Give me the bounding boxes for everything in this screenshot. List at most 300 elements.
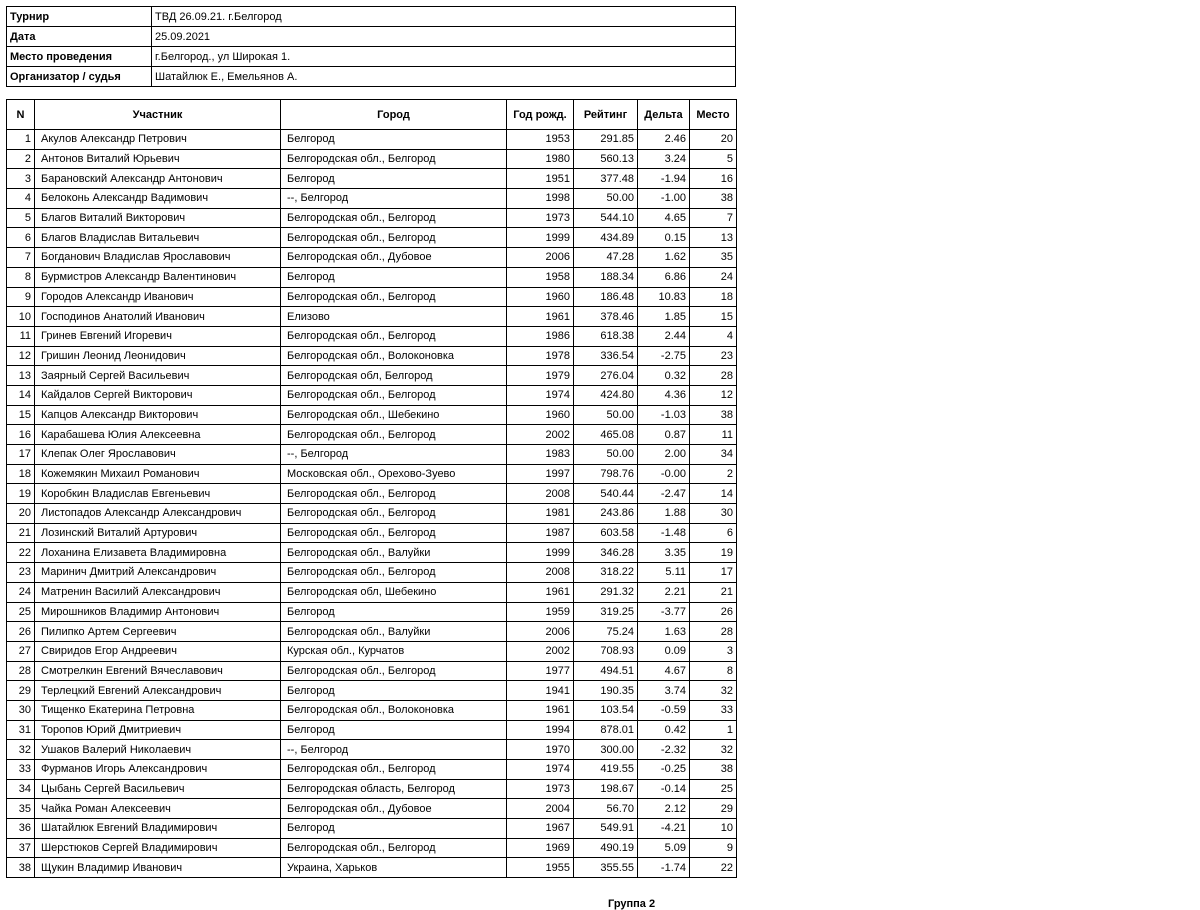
place: 18: [690, 287, 737, 307]
table-row: [7, 484, 737, 504]
table-row: [7, 208, 737, 228]
rating: 47.28: [574, 248, 638, 268]
row-number: 38: [7, 858, 35, 878]
row-number: 8: [7, 267, 35, 287]
city: Белгородская обл., Белгород: [281, 208, 507, 228]
birth-year: 1961: [507, 582, 574, 602]
place: 25: [690, 779, 737, 799]
rating: 50.00: [574, 445, 638, 465]
delta: -1.00: [638, 189, 690, 209]
row-number: 10: [7, 307, 35, 327]
participant-name: Акулов Александр Петрович: [35, 130, 281, 150]
delta: 2.46: [638, 130, 690, 150]
table-row: [7, 267, 737, 287]
place: 16: [690, 169, 737, 189]
place: 6: [690, 523, 737, 543]
city: Белгородская обл., Белгород: [281, 563, 507, 583]
table-row: [7, 563, 737, 583]
delta: 5.09: [638, 838, 690, 858]
place: 14: [690, 484, 737, 504]
rating: 377.48: [574, 169, 638, 189]
table-row: [7, 700, 737, 720]
birth-year: 1986: [507, 326, 574, 346]
rating: 544.10: [574, 208, 638, 228]
city: Белгородская обл., Белгород: [281, 425, 507, 445]
city: --, Белгород: [281, 189, 507, 209]
place: 32: [690, 681, 737, 701]
row-number: 11: [7, 326, 35, 346]
birth-year: 1998: [507, 189, 574, 209]
birth-year: 1958: [507, 267, 574, 287]
group-footer-label: Группа 2: [608, 898, 656, 910]
delta: -0.59: [638, 700, 690, 720]
rating: 198.67: [574, 779, 638, 799]
birth-year: 2008: [507, 563, 574, 583]
participant-name: Барановский Александр Антонович: [35, 169, 281, 189]
table-row: [7, 602, 737, 622]
birth-year: 1961: [507, 307, 574, 327]
place: 20: [690, 130, 737, 150]
participant-name: Заярный Сергей Васильевич: [35, 366, 281, 386]
city: Белгород: [281, 267, 507, 287]
place: 9: [690, 838, 737, 858]
rating: 188.34: [574, 267, 638, 287]
city: Белгородская обл., Белгород: [281, 326, 507, 346]
tournament-info-table: [6, 6, 736, 87]
birth-year: 1999: [507, 543, 574, 563]
table-row: [7, 287, 737, 307]
delta: 0.09: [638, 641, 690, 661]
place: 8: [690, 661, 737, 681]
participant-name: Матренин Василий Александрович: [35, 582, 281, 602]
rating: 424.80: [574, 385, 638, 405]
place: 7: [690, 208, 737, 228]
rating: 708.93: [574, 641, 638, 661]
rating: 50.00: [574, 189, 638, 209]
row-number: 7: [7, 248, 35, 268]
birth-year: 1953: [507, 130, 574, 150]
table-row: [7, 149, 737, 169]
row-number: 4: [7, 189, 35, 209]
place: 34: [690, 445, 737, 465]
row-number: 37: [7, 838, 35, 858]
city: Белгород: [281, 130, 507, 150]
city: Белгородская обл., Дубовое: [281, 799, 507, 819]
col-participant-header: Участник: [35, 100, 281, 130]
row-number: 9: [7, 287, 35, 307]
participant-name: Лозинский Виталий Артурович: [35, 523, 281, 543]
delta: -0.14: [638, 779, 690, 799]
rating: 190.35: [574, 681, 638, 701]
rating: 186.48: [574, 287, 638, 307]
delta: -2.47: [638, 484, 690, 504]
table-row: [7, 189, 737, 209]
participant-name: Торопов Юрий Дмитриевич: [35, 720, 281, 740]
city: Белгородская обл., Волоконовка: [281, 346, 507, 366]
delta: -1.94: [638, 169, 690, 189]
place: 23: [690, 346, 737, 366]
info-key: Место проведения: [7, 47, 152, 67]
birth-year: 1999: [507, 228, 574, 248]
delta: 1.85: [638, 307, 690, 327]
place: 4: [690, 326, 737, 346]
delta: 4.36: [638, 385, 690, 405]
birth-year: 1970: [507, 740, 574, 760]
birth-year: 1969: [507, 838, 574, 858]
row-number: 5: [7, 208, 35, 228]
delta: 1.62: [638, 248, 690, 268]
place: 29: [690, 799, 737, 819]
delta: -4.21: [638, 819, 690, 839]
delta: 0.32: [638, 366, 690, 386]
place: 28: [690, 622, 737, 642]
participants-body: [7, 130, 737, 878]
birth-year: 1955: [507, 858, 574, 878]
city: Белгородская обл., Дубовое: [281, 248, 507, 268]
rating: 291.32: [574, 582, 638, 602]
delta: 1.63: [638, 622, 690, 642]
row-number: 21: [7, 523, 35, 543]
table-row: [7, 641, 737, 661]
birth-year: 2006: [507, 622, 574, 642]
info-row: [7, 47, 736, 67]
birth-year: 2004: [507, 799, 574, 819]
participant-name: Карабашева Юлия Алексеевна: [35, 425, 281, 445]
rating: 603.58: [574, 523, 638, 543]
row-number: 25: [7, 602, 35, 622]
delta: 0.87: [638, 425, 690, 445]
delta: -3.77: [638, 602, 690, 622]
table-row: [7, 760, 737, 780]
table-row: [7, 799, 737, 819]
rating: 346.28: [574, 543, 638, 563]
rating: 318.22: [574, 563, 638, 583]
info-value: 25.09.2021: [152, 27, 736, 47]
birth-year: 1959: [507, 602, 574, 622]
table-row: [7, 543, 737, 563]
place: 12: [690, 385, 737, 405]
rating: 103.54: [574, 700, 638, 720]
rating: 434.89: [574, 228, 638, 248]
birth-year: 2006: [507, 248, 574, 268]
participant-name: Кожемякин Михаил Романович: [35, 464, 281, 484]
row-number: 16: [7, 425, 35, 445]
table-row: [7, 385, 737, 405]
table-row: [7, 720, 737, 740]
row-number: 34: [7, 779, 35, 799]
rating: 378.46: [574, 307, 638, 327]
rating: 50.00: [574, 405, 638, 425]
rating: 276.04: [574, 366, 638, 386]
rating: 560.13: [574, 149, 638, 169]
delta: -1.48: [638, 523, 690, 543]
participant-name: Благов Владислав Витальевич: [35, 228, 281, 248]
place: 13: [690, 228, 737, 248]
city: --, Белгород: [281, 445, 507, 465]
table-row: [7, 523, 737, 543]
participant-name: Мирошников Владимир Антонович: [35, 602, 281, 622]
participants-table: [6, 99, 737, 878]
participant-name: Гринев Евгений Игоревич: [35, 326, 281, 346]
place: 1: [690, 720, 737, 740]
delta: 3.24: [638, 149, 690, 169]
delta: 5.11: [638, 563, 690, 583]
birth-year: 1997: [507, 464, 574, 484]
delta: -2.32: [638, 740, 690, 760]
place: 11: [690, 425, 737, 445]
place: 19: [690, 543, 737, 563]
delta: 3.35: [638, 543, 690, 563]
place: 38: [690, 760, 737, 780]
table-row: [7, 504, 737, 524]
table-row: [7, 366, 737, 386]
city: Белгород: [281, 819, 507, 839]
place: 35: [690, 248, 737, 268]
birth-year: 1994: [507, 720, 574, 740]
table-row: [7, 622, 737, 642]
participant-name: Фурманов Игорь Александрович: [35, 760, 281, 780]
participant-name: Пилипко Артем Сергеевич: [35, 622, 281, 642]
city: Белгородская обл., Белгород: [281, 838, 507, 858]
city: Белгородская обл., Валуйки: [281, 622, 507, 642]
info-row: [7, 27, 736, 47]
delta: 1.88: [638, 504, 690, 524]
city: Белгородская обл., Белгород: [281, 385, 507, 405]
delta: -0.00: [638, 464, 690, 484]
rating: 878.01: [574, 720, 638, 740]
row-number: 12: [7, 346, 35, 366]
participant-name: Бурмистров Александр Валентинович: [35, 267, 281, 287]
rating: 465.08: [574, 425, 638, 445]
city: Московская обл., Орехово-Зуево: [281, 464, 507, 484]
participant-name: Благов Виталий Викторович: [35, 208, 281, 228]
city: Белгородская обл., Белгород: [281, 484, 507, 504]
table-row: [7, 582, 737, 602]
birth-year: 1960: [507, 405, 574, 425]
birth-year: 1987: [507, 523, 574, 543]
table-row: [7, 248, 737, 268]
participant-name: Гришин Леонид Леонидович: [35, 346, 281, 366]
tournament-info-body: [7, 7, 736, 87]
birth-year: 1978: [507, 346, 574, 366]
delta: 0.15: [638, 228, 690, 248]
birth-year: 1961: [507, 700, 574, 720]
row-number: 6: [7, 228, 35, 248]
place: 33: [690, 700, 737, 720]
delta: 3.74: [638, 681, 690, 701]
rating: 243.86: [574, 504, 638, 524]
rating: 355.55: [574, 858, 638, 878]
place: 38: [690, 405, 737, 425]
row-number: 23: [7, 563, 35, 583]
table-row: [7, 228, 737, 248]
birth-year: 1974: [507, 385, 574, 405]
info-value: г.Белгород., ул Широкая 1.: [152, 47, 736, 67]
delta: 2.00: [638, 445, 690, 465]
info-row: [7, 67, 736, 87]
participant-name: Коробкин Владислав Евгеньевич: [35, 484, 281, 504]
city: Белгород: [281, 720, 507, 740]
participant-name: Городов Александр Иванович: [35, 287, 281, 307]
city: Белгород: [281, 169, 507, 189]
birth-year: 1951: [507, 169, 574, 189]
participant-name: Смотрелкин Евгений Вячеславович: [35, 661, 281, 681]
row-number: 32: [7, 740, 35, 760]
delta: -2.75: [638, 346, 690, 366]
place: 15: [690, 307, 737, 327]
delta: 4.67: [638, 661, 690, 681]
info-key: Организатор / судья: [7, 67, 152, 87]
table-row: [7, 740, 737, 760]
rating: 618.38: [574, 326, 638, 346]
info-value: Шатайлюк Е., Емельянов А.: [152, 67, 736, 87]
participant-name: Лоханина Елизавета Владимировна: [35, 543, 281, 563]
city: Белгород: [281, 681, 507, 701]
rating: 798.76: [574, 464, 638, 484]
birth-year: 1980: [507, 149, 574, 169]
participant-name: Шерстюков Сергей Владимирович: [35, 838, 281, 858]
city: Белгородская обл., Белгород: [281, 661, 507, 681]
place: 17: [690, 563, 737, 583]
rating: 540.44: [574, 484, 638, 504]
birth-year: 1981: [507, 504, 574, 524]
city: Курская обл., Курчатов: [281, 641, 507, 661]
table-row: [7, 346, 737, 366]
table-row: [7, 425, 737, 445]
row-number: 29: [7, 681, 35, 701]
table-row: [7, 130, 737, 150]
table-header-row: [7, 100, 737, 130]
row-number: 26: [7, 622, 35, 642]
birth-year: 1967: [507, 819, 574, 839]
row-number: 17: [7, 445, 35, 465]
participant-name: Клепак Олег Ярославович: [35, 445, 281, 465]
rating: 549.91: [574, 819, 638, 839]
delta: -1.03: [638, 405, 690, 425]
table-row: [7, 779, 737, 799]
table-row: [7, 661, 737, 681]
table-row: [7, 681, 737, 701]
participant-name: Белоконь Александр Вадимович: [35, 189, 281, 209]
delta: 4.65: [638, 208, 690, 228]
participant-name: Тищенко Екатерина Петровна: [35, 700, 281, 720]
birth-year: 1983: [507, 445, 574, 465]
row-number: 20: [7, 504, 35, 524]
table-row: [7, 307, 737, 327]
city: Украина, Харьков: [281, 858, 507, 878]
city: Белгородская обл, Шебекино: [281, 582, 507, 602]
rating: 291.85: [574, 130, 638, 150]
row-number: 30: [7, 700, 35, 720]
place: 22: [690, 858, 737, 878]
table-row: [7, 405, 737, 425]
row-number: 14: [7, 385, 35, 405]
row-number: 1: [7, 130, 35, 150]
delta: 0.42: [638, 720, 690, 740]
city: Белгородская обл, Белгород: [281, 366, 507, 386]
participant-name: Маринич Дмитрий Александрович: [35, 563, 281, 583]
table-row: [7, 464, 737, 484]
table-row: [7, 838, 737, 858]
city: Елизово: [281, 307, 507, 327]
rating: 490.19: [574, 838, 638, 858]
birth-year: 1973: [507, 208, 574, 228]
birth-year: 2002: [507, 641, 574, 661]
col-delta-header: Дельта: [638, 100, 690, 130]
rating: 419.55: [574, 760, 638, 780]
row-number: 2: [7, 149, 35, 169]
place: 21: [690, 582, 737, 602]
participant-name: Ушаков Валерий Николаевич: [35, 740, 281, 760]
participant-name: Антонов Виталий Юрьевич: [35, 149, 281, 169]
city: Белгородская область, Белгород: [281, 779, 507, 799]
col-n-header: N: [7, 100, 35, 130]
participant-name: Кайдалов Сергей Викторович: [35, 385, 281, 405]
city: Белгородская обл., Белгород: [281, 760, 507, 780]
city: Белгородская обл., Белгород: [281, 523, 507, 543]
place: 28: [690, 366, 737, 386]
row-number: 31: [7, 720, 35, 740]
city: Белгород: [281, 602, 507, 622]
birth-year: 1973: [507, 779, 574, 799]
col-birth-year-header: Год рожд.: [507, 100, 574, 130]
rating: 336.54: [574, 346, 638, 366]
table-row: [7, 819, 737, 839]
place: 32: [690, 740, 737, 760]
row-number: 19: [7, 484, 35, 504]
col-rating-header: Рейтинг: [574, 100, 638, 130]
delta: 10.83: [638, 287, 690, 307]
col-place-header: Место: [690, 100, 737, 130]
place: 2: [690, 464, 737, 484]
participant-name: Листопадов Александр Александрович: [35, 504, 281, 524]
city: --, Белгород: [281, 740, 507, 760]
rating: 494.51: [574, 661, 638, 681]
row-number: 27: [7, 641, 35, 661]
row-number: 22: [7, 543, 35, 563]
info-row: [7, 7, 736, 27]
table-row: [7, 858, 737, 878]
participant-name: Господинов Анатолий Иванович: [35, 307, 281, 327]
participant-name: Терлецкий Евгений Александрович: [35, 681, 281, 701]
row-number: 33: [7, 760, 35, 780]
birth-year: 1960: [507, 287, 574, 307]
delta: 2.12: [638, 799, 690, 819]
rating: 319.25: [574, 602, 638, 622]
place: 38: [690, 189, 737, 209]
birth-year: 1977: [507, 661, 574, 681]
row-number: 24: [7, 582, 35, 602]
birth-year: 2008: [507, 484, 574, 504]
participant-name: Богданович Владислав Ярославович: [35, 248, 281, 268]
row-number: 36: [7, 819, 35, 839]
birth-year: 1979: [507, 366, 574, 386]
place: 24: [690, 267, 737, 287]
place: 3: [690, 641, 737, 661]
place: 5: [690, 149, 737, 169]
birth-year: 1941: [507, 681, 574, 701]
participant-name: Щукин Владимир Иванович: [35, 858, 281, 878]
participant-name: Свиридов Егор Андреевич: [35, 641, 281, 661]
table-row: [7, 169, 737, 189]
info-key: Дата: [7, 27, 152, 47]
city: Белгородская обл., Белгород: [281, 287, 507, 307]
rating: 300.00: [574, 740, 638, 760]
table-row: [7, 326, 737, 346]
delta: 2.44: [638, 326, 690, 346]
info-key: Турнир: [7, 7, 152, 27]
participant-name: Капцов Александр Викторович: [35, 405, 281, 425]
